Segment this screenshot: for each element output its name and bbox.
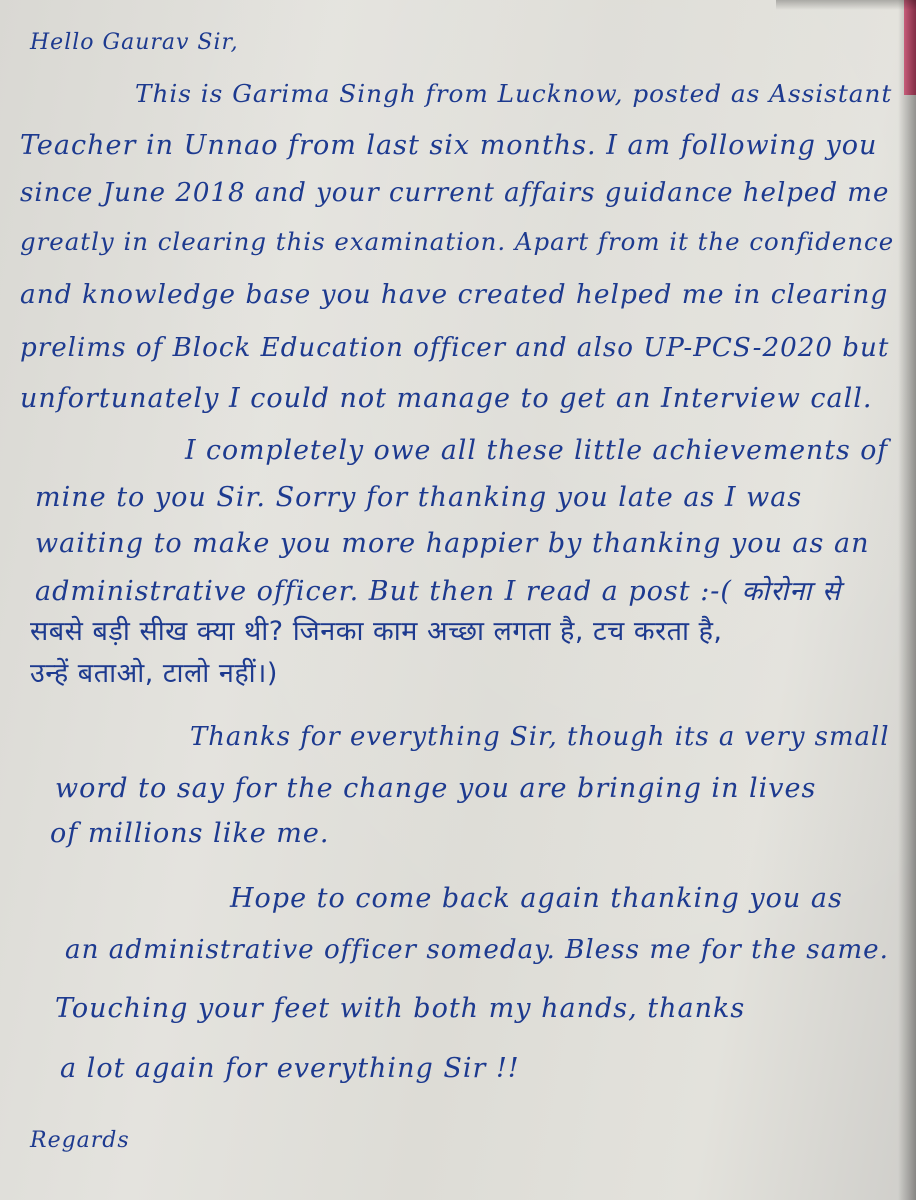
letter-line: an administrative officer someday. Bless me for the same. <box>65 935 889 965</box>
letter-line: and knowledge base you have created helped me in clearing <box>20 279 889 310</box>
letter-line: I completely owe all these little achievements of <box>185 435 889 466</box>
letter-line: greatly in clearing this examination. Apart from it the confidence <box>20 227 895 256</box>
letter-line: Hope to come back again thanking you as <box>230 883 843 914</box>
letter-line: since June 2018 and your current affairs guidance helped me <box>20 178 890 208</box>
page-corner-shadow <box>776 0 916 10</box>
letter-line: prelims of Block Education officer and also UP-PCS-2020 but <box>20 333 890 363</box>
page-edge-shadow <box>898 0 916 1200</box>
letter-line: administrative officer. But then I read a post :-( कोरोना से <box>35 576 842 607</box>
letter-line: mine to you Sir. Sorry for thanking you late as I was <box>35 482 803 513</box>
letter-line: Thanks for everything Sir, though its a very small <box>190 722 890 752</box>
closing: Regards <box>30 1128 130 1153</box>
letter-line: waiting to make you more happier by thanking you as an <box>35 528 870 559</box>
letter-line: Teacher in Unnao from last six months. I am following you <box>20 130 878 161</box>
letter-line: Touching your feet with both my hands, thanks <box>55 993 746 1024</box>
letter-line: unfortunately I could not manage to get an Interview call. <box>20 383 873 414</box>
letter-line: a lot again for everything Sir !! <box>60 1053 520 1084</box>
letter-line: of millions like me. <box>50 818 330 849</box>
letter-line: word to say for the change you are bringing in lives <box>55 773 817 804</box>
letter-line: This is Garima Singh from Lucknow, posted as Assistant <box>135 79 893 108</box>
salutation: Hello Gaurav Sir, <box>30 30 239 55</box>
letter-line-hindi: उन्हें बताओ, टालो नहीं।) <box>30 658 278 689</box>
letter-line-hindi: सबसे बड़ी सीख क्या थी? जिनका काम अच्छा लगता है, टच करता है, <box>30 616 723 647</box>
